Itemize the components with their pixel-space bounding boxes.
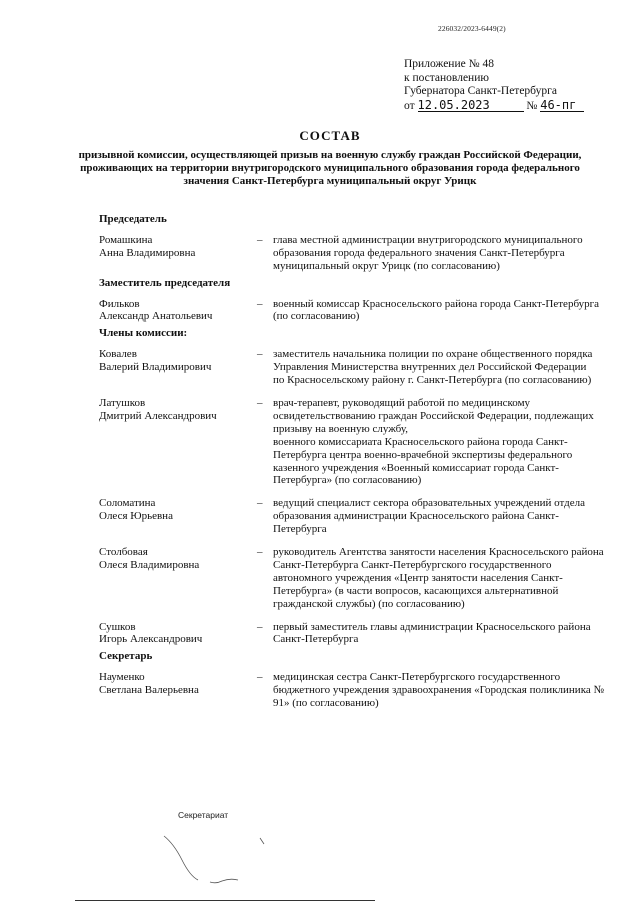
member-role: заместитель начальника полиции по охране общественного порядка Управления Министерства внутренних дел Российской Федерации по Красносельскому району г. Санкт-Петербурга (по согласованию) [273, 348, 593, 387]
appendix-issuer: Губернатора Санкт-Петербурга [404, 85, 557, 97]
member-dash: – [257, 546, 263, 559]
member-role: медицинская сестра Санкт-Петербургского государственного бюджетного учреждения здравоохранения «Городская поликлиника № 91» (по согласованию) [273, 671, 604, 710]
member-name: Латушков Дмитрий Александрович [99, 396, 217, 422]
decree-date: 12.05.2023 [418, 99, 524, 112]
member-dash: – [257, 233, 263, 246]
document-title: СОСТАВ [299, 128, 361, 143]
appendix-reference: к постановлению [404, 71, 489, 84]
member-row [99, 234, 609, 273]
member-name: Столбовая Олеся Владимировна [99, 546, 200, 571]
member-dash: – [257, 396, 263, 409]
member-name: Фильков Александр Анатольевич [99, 297, 213, 323]
secretariat-stamp [178, 810, 228, 820]
section-title: Председатель [99, 213, 167, 225]
decree-number: 46-пг [540, 99, 584, 112]
member-role: военный комиссар Красносельского района города Санкт-Петербурга (по согласованию) [273, 297, 600, 323]
signature-scribble [160, 830, 300, 890]
member-dash: – [257, 671, 263, 684]
member-role: руководитель Агентства занятости населения Красносельского района Санкт-Петербурга Санкт-Петербургского государственного автономного учреждения «Центр занятости населения Санкт-Петербурга» (в части вопросов, касающихся альтернативной гражданской службы) (по согласованию) [273, 546, 604, 610]
member-dash: – [257, 297, 263, 310]
member-row [99, 546, 609, 611]
document-registration-number: 226032/2023-6449(2) [438, 24, 506, 33]
member-dash: – [257, 497, 263, 510]
member-role: глава местной администрации внутригородского муниципального образования города федерального значения Санкт-Петербурга муниципальный округ Урицк (по согласованию) [273, 233, 583, 272]
appendix-date-line [404, 99, 604, 114]
member-name: Соломатина Олеся Юрьевна [99, 497, 173, 523]
member-name: Науменко Светлана Валерьевна [99, 671, 199, 697]
document-title-block [70, 128, 590, 188]
member-name: Ромашкина Анна Владимировна [99, 233, 196, 259]
section-title: Секретарь [99, 650, 153, 663]
number-prefix: № [526, 99, 538, 112]
member-row [99, 348, 609, 387]
member-name: Сушков Игорь Александрович [99, 620, 203, 646]
member-role: врач-терапевт, руководящий работой по медицинскому освидетельствованию граждан Российской Федерации, подлежащих призыву на военную службу, военного комиссариата Красносельского района города Санкт-Петербурга центра военно-врачебной экспертизы федерального казенного учреждения «Военный комиссариат города Санкт-Петербурга» (по согласованию) [273, 396, 594, 487]
section-title: Члены комиссии: [99, 327, 188, 340]
member-dash: – [257, 620, 263, 633]
stamp-label: Секретариат [178, 810, 229, 820]
appendix-number: Приложение № 48 [404, 58, 494, 70]
section-title: Заместитель председателя [99, 276, 231, 289]
footer-rule [75, 900, 375, 901]
member-row [99, 397, 609, 487]
member-role: первый заместитель главы администрации Красносельского района Санкт-Петербурга [273, 620, 591, 646]
member-row [99, 497, 609, 536]
appendix-header [404, 58, 604, 113]
member-row [99, 671, 609, 710]
document-subtitle: призывной комиссии, осуществляющей призыв на военную службу граждан Российской Федерации, проживающих на территории внутригородского муниципального образования города федерального значения Санкт-Петербурга муниципальный округ Урицк [78, 149, 582, 187]
member-row [99, 621, 609, 647]
member-dash: – [257, 348, 263, 361]
member-row [99, 298, 609, 324]
member-name: Ковалев Валерий Владимирович [99, 348, 212, 374]
member-role: ведущий специалист сектора образовательных учреждений отдела образования администрации Красносельского района Санкт-Петербурга [273, 497, 585, 536]
date-prefix: от [404, 99, 415, 112]
commission-member-list [99, 213, 609, 710]
